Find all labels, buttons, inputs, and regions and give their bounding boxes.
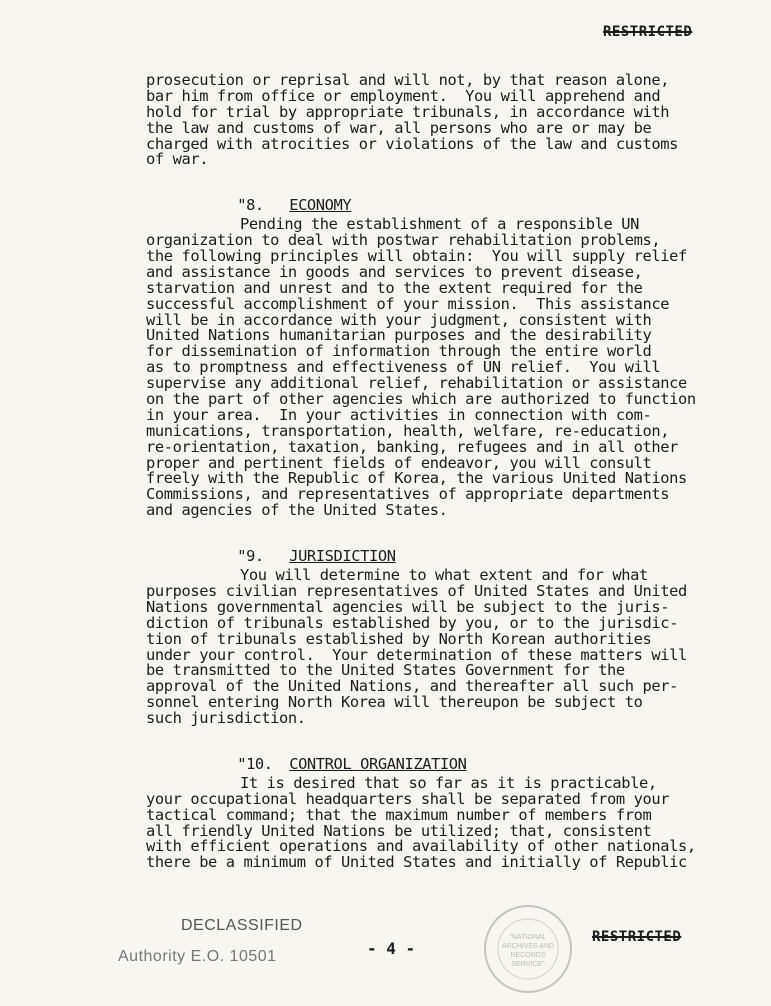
text-line: Commissions, and representatives of appropriate departments: [146, 485, 670, 504]
document-body: [146, 73, 746, 871]
section-title: JURISDICTION: [289, 547, 396, 566]
text-line: the following principles will obtain: You will supply relief: [146, 247, 687, 266]
text-line: munications, transportation, health, welfare, re-education,: [146, 421, 670, 440]
section-title: CONTROL ORGANIZATION: [289, 754, 467, 773]
text-line: under your control. Your determination of these matters will: [146, 645, 687, 664]
section-jurisdiction-text: [146, 568, 746, 727]
text-line: be transmitted to the United States Government for the: [146, 661, 625, 680]
text-line: tactical command; that the maximum number of members from: [146, 805, 652, 824]
text-line: successful accomplishment of your mission. This assistance: [146, 294, 670, 313]
page-number: - 4 -: [367, 939, 416, 958]
text-line: such jurisdiction.: [146, 709, 306, 728]
section-heading-economy: [146, 182, 746, 215]
text-line: supervise any additional relief, rehabilitation or assistance: [146, 374, 687, 393]
text-line: with efficient operations and availability of other nationals,: [146, 837, 696, 856]
header-classification-mark: RESTRICTED: [603, 24, 693, 40]
section-heading-control-organization: [146, 741, 746, 773]
section-number: "9.: [237, 547, 264, 566]
text-line: diction of tribunals established by you, or to the jurisdic-: [146, 613, 678, 632]
text-line: the law and customs of war, all persons who are or may be: [146, 118, 652, 137]
text-line: organization to deal with postwar rehabilitation problems,: [146, 231, 661, 250]
authority-stamp: Authority E.O. 10501: [118, 948, 277, 965]
opening-paragraph: [146, 73, 746, 168]
section-number: "8.: [237, 196, 264, 215]
text-line: starvation and unrest and to the extent required for the: [146, 278, 643, 297]
text-line: purposes civilian representatives of United States and United: [146, 581, 687, 600]
text-line: approval of the United Nations, and thereafter all such per-: [146, 677, 678, 696]
text-line: on the part of other agencies which are authorized to function: [146, 390, 696, 409]
footer-classification-mark: [592, 929, 681, 945]
text-line: It is desired that so far as it is practicable,: [240, 773, 657, 792]
text-line: and assistance in goods and services to prevent disease,: [146, 262, 643, 281]
text-line: prosecution or reprisal and will not, by that reason alone,: [146, 71, 670, 89]
text-line: proper and pertinent fields of endeavor, you will consult: [146, 453, 652, 472]
text-line: United Nations humanitarian purposes and the desirability: [146, 326, 652, 345]
declassified-stamp: DECLASSIFIED: [181, 917, 303, 934]
text-line: there be a minimum of United States and initially of Republic: [146, 853, 687, 872]
text-line: will be in accordance with your judgment, consistent with: [146, 310, 652, 329]
text-line: for dissemination of information through the entire world: [146, 342, 652, 361]
section-heading-jurisdiction: [146, 533, 746, 566]
text-line: You will determine to what extent and for what: [240, 566, 648, 585]
text-line: sonnel entering North Korea will thereupon be subject to: [146, 693, 643, 712]
section-number: "10.: [237, 754, 273, 773]
archives-seal-icon: [473, 903, 583, 995]
text-line: hold for trial by appropriate tribunals, in accordance with: [146, 102, 670, 121]
text-line: Pending the establishment of a responsible UN: [240, 215, 639, 234]
section-economy-text: [146, 217, 746, 519]
text-line: of war.: [146, 150, 209, 169]
text-line: freely with the Republic of Korea, the various United Nations: [146, 469, 687, 488]
seal-text-line: RECORDS: [510, 952, 546, 959]
text-line: as to promptness and effectiveness of UN relief. You will: [146, 358, 661, 377]
text-line: re-orientation, taxation, banking, refugees and in all other: [146, 437, 678, 456]
text-line: bar him from office or employment. You will apprehend and: [146, 86, 661, 105]
text-line: and agencies of the United States.: [146, 501, 448, 520]
section-title: ECONOMY: [289, 196, 352, 215]
seal-text-line: ARCHIVES AND: [501, 943, 555, 950]
footer-classification-text: RESTRICTED: [592, 929, 682, 945]
text-line: all friendly United Nations be utilized; that, consistent: [146, 821, 652, 840]
text-line: tion of tribunals established by North Korean authorities: [146, 629, 652, 648]
section-control-organization-text: [146, 773, 746, 872]
text-line: in your area. In your activities in connection with com-: [146, 405, 652, 424]
seal-text-line: "NATIONAL: [509, 934, 547, 941]
text-line: your occupational headquarters shall be separated from your: [146, 789, 670, 808]
text-line: charged with atrocities or violations of the law and customs: [146, 134, 678, 153]
seal-text-line: SERVICE": [511, 961, 545, 968]
text-line: Nations governmental agencies will be subject to the juris-: [146, 597, 670, 616]
